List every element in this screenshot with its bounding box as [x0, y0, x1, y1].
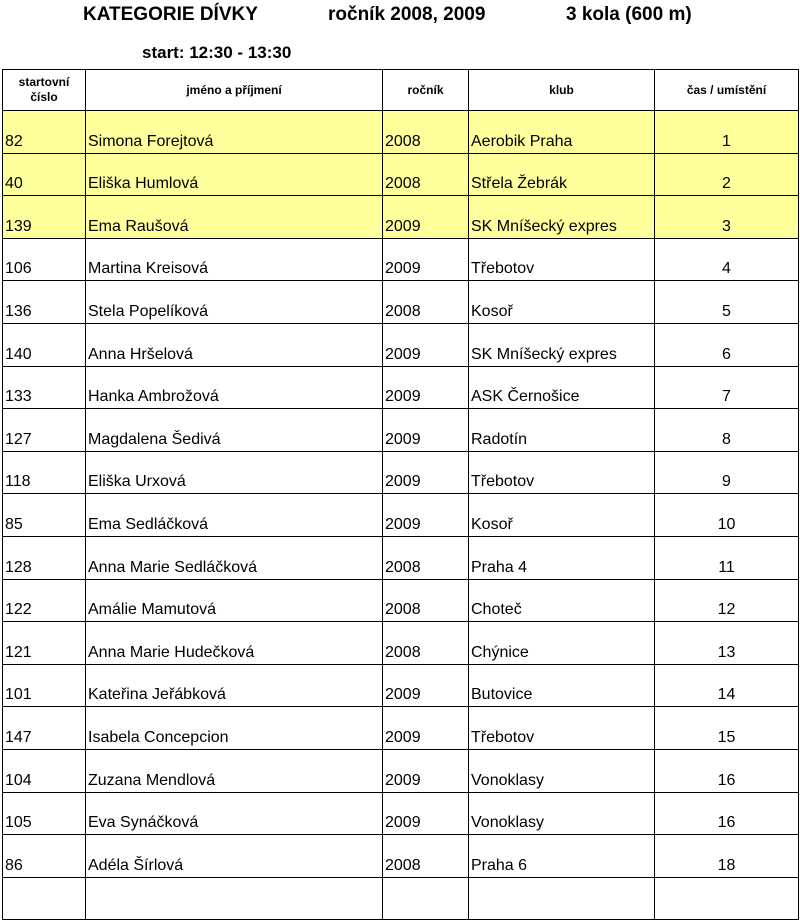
cell-name: Anna Marie Hudečková	[86, 622, 383, 665]
laps-title: 3 kola (600 m)	[566, 4, 692, 25]
cell-club: ASK Černošice	[469, 366, 655, 409]
cell-club: SK Mníšecký expres	[469, 323, 655, 366]
cell-year: 2009	[383, 664, 469, 707]
cell-year: 2009	[383, 792, 469, 835]
cell-start-number: 122	[3, 579, 86, 622]
start-time: start: 12:30 - 13:30	[142, 43, 292, 62]
cell-year: 2009	[383, 238, 469, 281]
cell-year: 2008	[383, 153, 469, 196]
cell-place: 7	[655, 366, 799, 409]
cell-club: Radotín	[469, 409, 655, 452]
table-row	[3, 238, 799, 281]
col-header-start-number: startovní číslo	[3, 70, 86, 111]
cell-start-number: 133	[3, 366, 86, 409]
cell-club: Praha 4	[469, 536, 655, 579]
cell-name: Isabela Concepcion	[86, 707, 383, 750]
cell-start-number: 139	[3, 196, 86, 239]
cell-place: 16	[655, 792, 799, 835]
cell-name: Amálie Mamutová	[86, 579, 383, 622]
table-row	[3, 111, 799, 154]
cell-place: 6	[655, 323, 799, 366]
cell-place: 10	[655, 494, 799, 537]
cell-place: 16	[655, 749, 799, 792]
cell-year: 2009	[383, 707, 469, 750]
cell-name: Stela Popelíková	[86, 281, 383, 324]
cell-year: 2009	[383, 366, 469, 409]
table-row	[3, 281, 799, 324]
cell-place: 2	[655, 153, 799, 196]
cell-name: Adéla Šírlová	[86, 835, 383, 878]
cell-name: Kateřina Jeřábková	[86, 664, 383, 707]
cell-name: Ema Sedláčková	[86, 494, 383, 537]
cell-start-number: 127	[3, 409, 86, 452]
cell-place: 15	[655, 707, 799, 750]
cell-start-number: 106	[3, 238, 86, 281]
cell-name: Eliška Urxová	[86, 451, 383, 494]
cell-place: 12	[655, 579, 799, 622]
table-row	[3, 579, 799, 622]
cell-club: Kosoř	[469, 494, 655, 537]
cell-place: 1	[655, 111, 799, 154]
table-row	[3, 494, 799, 537]
cell-start-number: 140	[3, 323, 86, 366]
cell-place: 3	[655, 196, 799, 239]
cell-start-number: 128	[3, 536, 86, 579]
table-row	[3, 749, 799, 792]
cell-start-number: 118	[3, 451, 86, 494]
cell-club: Vonoklasy	[469, 792, 655, 835]
cell-club: Třebotov	[469, 707, 655, 750]
table-body	[3, 111, 799, 920]
cell-start-number: 86	[3, 835, 86, 878]
table-row	[3, 366, 799, 409]
cell-place: 18	[655, 835, 799, 878]
cell-start-number: 85	[3, 494, 86, 537]
cell-year: 2009	[383, 409, 469, 452]
cell-place: 5	[655, 281, 799, 324]
cell-club: Střela Žebrák	[469, 153, 655, 196]
cell-club: Třebotov	[469, 238, 655, 281]
cell-name: Zuzana Mendlová	[86, 749, 383, 792]
cell-club: Praha 6	[469, 835, 655, 878]
cell-start-number: 136	[3, 281, 86, 324]
col-header-year: ročník	[383, 70, 469, 111]
table-row	[3, 536, 799, 579]
cell-year: 2008	[383, 579, 469, 622]
cell-club: Butovice	[469, 664, 655, 707]
cell-year: 2009	[383, 451, 469, 494]
cell-year: 2008	[383, 622, 469, 665]
table-row	[3, 664, 799, 707]
cell-start-number: 104	[3, 749, 86, 792]
cell-place: 9	[655, 451, 799, 494]
cell-year: 2009	[383, 494, 469, 537]
table-row	[3, 196, 799, 239]
cell-name: Martina Kreisová	[86, 238, 383, 281]
cell-start-number: 40	[3, 153, 86, 196]
cell-start-number: 101	[3, 664, 86, 707]
cell-club: Vonoklasy	[469, 749, 655, 792]
cell-year: 2008	[383, 835, 469, 878]
cell-year: 2008	[383, 111, 469, 154]
cell-year: 2008	[383, 281, 469, 324]
cell-start-number: 82	[3, 111, 86, 154]
cell-name: Hanka Ambrožová	[86, 366, 383, 409]
col-header-time-place: čas / umístění	[655, 70, 799, 111]
years-title: ročník 2008, 2009	[328, 4, 486, 25]
cell-club: Třebotov	[469, 451, 655, 494]
cell-name: Eva Synáčková	[86, 792, 383, 835]
cell-name: Anna Hršelová	[86, 323, 383, 366]
cell-club: Aerobik Praha	[469, 111, 655, 154]
table-row	[3, 622, 799, 665]
results-table	[2, 69, 799, 920]
table-row	[3, 835, 799, 878]
cell-club: Chýnice	[469, 622, 655, 665]
table-row	[3, 409, 799, 452]
cell-name: Ema Raušová	[86, 196, 383, 239]
table-row	[3, 323, 799, 366]
cell-club: SK Mníšecký expres	[469, 196, 655, 239]
cell-club: Choteč	[469, 579, 655, 622]
table-header-row	[3, 70, 799, 111]
cell-place: 13	[655, 622, 799, 665]
cell-place: 11	[655, 536, 799, 579]
cell-year: 2009	[383, 196, 469, 239]
table-row	[3, 707, 799, 750]
table-row	[3, 451, 799, 494]
cell-start-number: 105	[3, 792, 86, 835]
table-row	[3, 792, 799, 835]
cell-name: Anna Marie Sedláčková	[86, 536, 383, 579]
cell-name: Magdalena Šedivá	[86, 409, 383, 452]
cell-place: 8	[655, 409, 799, 452]
cell-name: Eliška Humlová	[86, 153, 383, 196]
cell-place: 4	[655, 238, 799, 281]
cell-year: 2008	[383, 536, 469, 579]
table-row	[3, 153, 799, 196]
cell-name: Simona Forejtová	[86, 111, 383, 154]
cell-year: 2009	[383, 749, 469, 792]
cell-start-number: 121	[3, 622, 86, 665]
col-header-club: klub	[469, 70, 655, 111]
cell-start-number: 147	[3, 707, 86, 750]
cell-place: 14	[655, 664, 799, 707]
category-title: KATEGORIE DÍVKY	[83, 4, 258, 25]
col-header-name: jméno a příjmení	[86, 70, 383, 111]
cell-club: Kosoř	[469, 281, 655, 324]
cell-year: 2009	[383, 323, 469, 366]
